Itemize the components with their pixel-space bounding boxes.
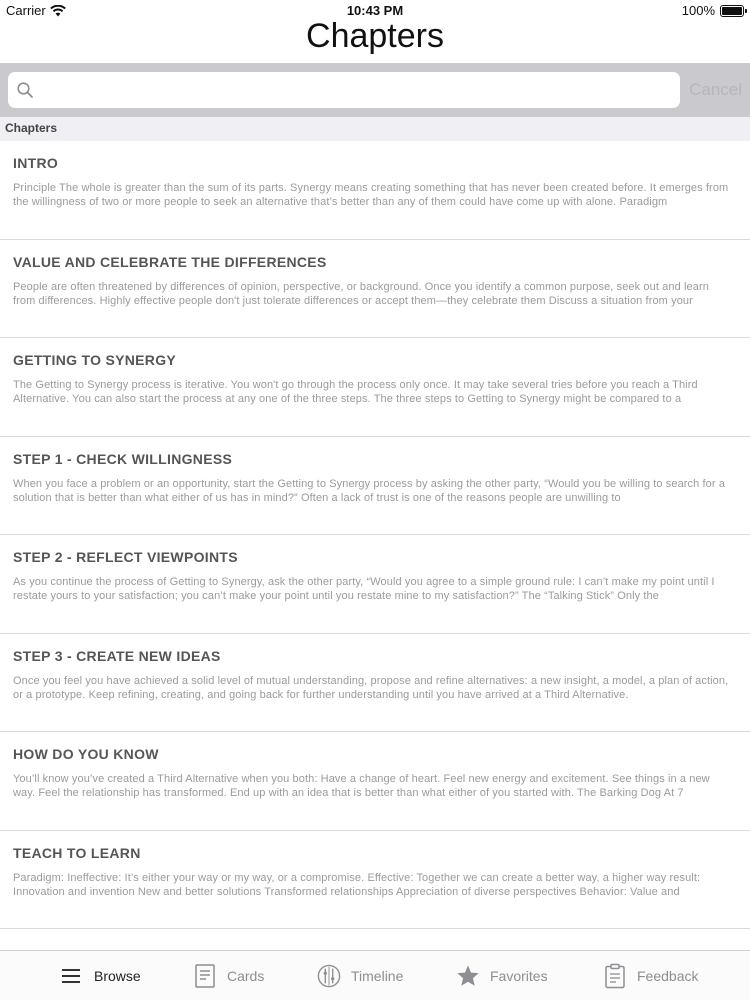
chapter-title: TEACH TO LEARN: [13, 844, 141, 861]
clipboard-icon: [603, 963, 627, 989]
tab-feedback[interactable]: [603, 951, 698, 1000]
chapter-title: INTRO: [13, 155, 59, 171]
card-icon: [193, 963, 217, 989]
list-item[interactable]: [0, 240, 750, 339]
tab-label: Timeline: [351, 968, 404, 984]
list-item[interactable]: [0, 535, 750, 634]
clock: 10:43 PM: [346, 3, 404, 18]
search-bar: [0, 63, 750, 117]
tab-browse[interactable]: [60, 951, 141, 1000]
chapter-list: [0, 141, 750, 929]
tab-bar: [0, 950, 750, 1000]
chapter-excerpt: Principle The whole is greater than the sum of its parts. Synergy means creating something that has never been created before. It emerges from the willingness of two or more people to seek an alternative that’s better than any of them could have come up with alone. Paradigm: [13, 182, 729, 208]
chapter-excerpt: People are often threatened by differences of opinion, perspective, or background. Once you identify a common purpose, seek out and learn from differences. Highly effective people don't just tolerate differences or accept them—they celebrate them Discuss a situation from your: [13, 280, 709, 307]
tab-label: Feedback: [637, 968, 699, 984]
tab-label: Cards: [227, 968, 265, 984]
chapter-title: HOW DO YOU KNOW: [13, 746, 159, 762]
search-input[interactable]: [40, 72, 670, 108]
search-icon: [16, 81, 34, 99]
chapter-title: STEP 3 - CREATE NEW IDEAS: [13, 647, 221, 664]
page-title: Chapters: [306, 17, 444, 55]
list-item[interactable]: [0, 338, 750, 437]
chapter-excerpt: As you continue the process of Getting to Synergy, ask the other party, “Would you agree to a simple ground rule: I can’t make my point until I restate yours to your satisfaction; you can’t make your point until you restate mine to my satisfaction?” The “Talking Stick” Only the: [13, 576, 715, 602]
list-item[interactable]: [0, 831, 750, 930]
section-header: Chapters: [0, 117, 750, 141]
chapter-title: STEP 2 - REFLECT VIEWPOINTS: [13, 549, 238, 565]
battery-percent: 100%: [681, 3, 715, 18]
tab-label: Favorites: [490, 968, 548, 984]
star-icon: [456, 963, 480, 989]
list-item[interactable]: [0, 732, 750, 831]
chapter-excerpt: You’ll know you’ve created a Third Alternative when you both: Have a change of heart. Feel new energy and excitement. See things in a new way. Feel the relationship has transformed. End up with an idea that is better than what either of you started with. The Barking Dog At 7: [13, 773, 710, 799]
list-item[interactable]: [0, 141, 750, 240]
tab-timeline[interactable]: [317, 951, 403, 1000]
carrier-label: Carrier: [6, 3, 46, 18]
chapter-excerpt: Once you feel you have achieved a solid level of mutual understanding, propose and refine alternatives: a new insight, a model, a plan of action, or a prototype. Keep refining, creating, and going back for further understanding until you have arrived at a Third Alternative.: [13, 674, 729, 701]
chapter-title: VALUE AND CELEBRATE THE DIFFERENCES: [13, 253, 327, 270]
list-icon: [60, 963, 84, 989]
chapter-excerpt: When you face a problem or an opportunity, start the Getting to Synergy process by asking the other party, “Would you be willing to search for a solution that is better than what either of us has in mind?” Often a lack of trust is one of the reasons people are unwilling to: [13, 477, 726, 504]
tab-cards[interactable]: [193, 951, 264, 1000]
chapter-excerpt: Paradigm: Ineffective: It’s either your way or my way, or a compromise. Effective: Together we can create a better way, a higher way result: Innovation and invention New and better solutions Transformed relationships Appreciation of diverse perspectives Behavior: Value and: [13, 871, 701, 898]
chapter-title: STEP 1 - CHECK WILLINGNESS: [13, 450, 233, 467]
search-field[interactable]: [8, 72, 680, 108]
list-item[interactable]: [0, 634, 750, 733]
cancel-button[interactable]: Cancel: [689, 80, 742, 99]
chapter-excerpt: The Getting to Synergy process is iterative. You won't go through the process only once. It may take several tries before you reach a Third Alternative. You can also start the process at any one of the three steps. The three steps to Getting to Synergy might be compared to a: [13, 379, 698, 405]
navigation-bar: [0, 14, 750, 62]
tab-label: Browse: [94, 968, 141, 984]
tab-favorites[interactable]: [456, 951, 548, 1000]
chapter-title: GETTING TO SYNERGY: [13, 352, 177, 368]
timeline-icon: [317, 963, 341, 989]
list-item[interactable]: [0, 437, 750, 536]
